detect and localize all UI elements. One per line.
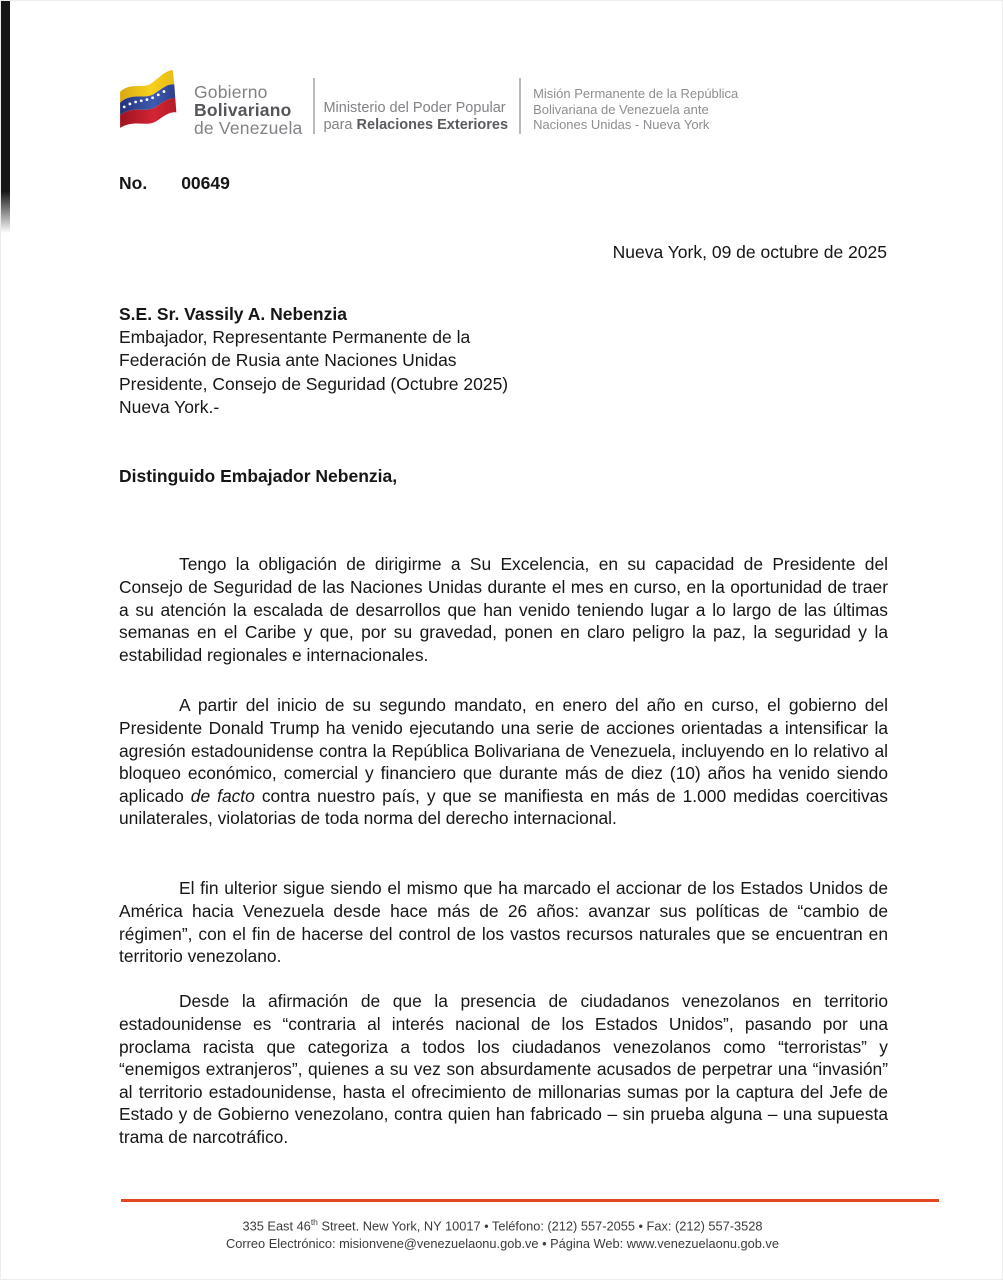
reference-number-value: 00649	[181, 173, 230, 193]
ministry-line-2: para Relaciones Exteriores	[323, 117, 509, 133]
footer-accent-rule	[121, 1199, 939, 1202]
venezuela-flag-logo	[117, 67, 181, 131]
brand-line-1: Gobierno	[194, 82, 268, 102]
footer-address-line: 335 East 46th Street. New York, NY 10017 • Teléfono: (212) 557-2055 • Fax: (212) 557-3528	[242, 1217, 763, 1234]
paragraph-2-italic: de facto	[190, 785, 255, 806]
salutation: Distinguido Embajador Nebenzia,	[119, 466, 398, 486]
letterhead	[117, 67, 738, 137]
reference-number	[119, 173, 230, 194]
scan-edge-artifact	[1, 1, 10, 233]
footer-email-web-line: Correo Electrónico: misionvene@venezuelaonu.gob.ve • Página Web: www.venezuelaonu.gob.ve	[226, 1236, 779, 1252]
paragraph-2-before: A partir del inicio de su segundo mandato, en enero del año en curso, el gobierno del Presidente Donald Trump ha venido ejecutando una serie de acciones orientadas a intensificar la agresión estadounidense contra la República Bolivariana de Venezuela, incluyendo en lo relativo al bloqueo económico, comercial y financiero que durante más de diez (10) años ha venido siendo aplicado	[119, 695, 888, 806]
mission-line-2: Bolivariana de Venezuela ante	[533, 101, 709, 117]
mission-line-3: Naciones Unidas - Nueva York	[533, 117, 710, 132]
mission-line-1: Misión Permanente de la República	[533, 86, 739, 101]
paragraph-4: Desde la afirmación de que la presencia de ciudadanos venezolanos en territorio estadounidense es “contraria al interés nacional de los Estados Unidos”, pasando por una proclama racista que categoriza a todos los ciudadanos venezolanos como “terroristas” y “enemigos extranjeros”, quienes a su vez son absurdamente acusados de perpetrar una “invasión” al territorio estadounidense, hasta el ofrecimiento de millonarias sumas por la captura del Jefe de Estado y de Gobierno venezolano, contra quien han fabricado – sin prueba alguna – una supuesta trama de narcotráfico.	[119, 991, 888, 1147]
mission-block	[533, 86, 738, 133]
recipient-title-2: Federación de Rusia ante Naciones Unidas	[119, 350, 457, 371]
recipient-block	[119, 303, 508, 419]
dateline: Nueva York, 09 de octubre de 2025	[612, 242, 887, 262]
brand-line-3: de Venezuela	[194, 118, 303, 138]
recipient-title-1: Embajador, Representante Permanente de la	[119, 327, 471, 348]
paragraph-1: Tengo la obligación de dirigirme a Su Excelencia, en su capacidad de Presidente del Consejo de Seguridad de las Naciones Unidas durante el mes en curso, en la oportunidad de traer a su atención la escalada de desarrollos que han venido teniendo lugar a lo largo de las últimas semanas en el Caribe y que, por su gravedad, ponen en claro peligro la paz, la seguridad y la estabilidad regionales e internacionales.	[119, 554, 888, 665]
recipient-city: Nueva York.-	[119, 396, 220, 417]
recipient-title-3: Presidente, Consejo de Seguridad (Octubre 2025)	[119, 373, 509, 394]
paragraph-2	[119, 694, 888, 830]
header-divider-1	[313, 78, 315, 134]
paragraph-2-after: contra nuestro país, y que se manifiesta en más de 1.000 medidas coercitivas unilaterales, violatorias de toda norma del derecho internacional.	[119, 785, 888, 829]
ministry-line-1: Ministerio del Poder Popular	[323, 100, 506, 116]
header-divider-2	[519, 78, 521, 134]
brand-gobierno-bolivariano	[194, 83, 302, 137]
brand-line-2: Bolivariano	[194, 100, 292, 120]
reference-number-label: No.	[119, 173, 148, 193]
recipient-name: S.E. Sr. Vassily A. Nebenzia	[119, 304, 347, 324]
footer-contact	[1, 1213, 1003, 1253]
paragraph-3: El fin ulterior sigue siendo el mismo que ha marcado el accionar de los Estados Unidos de América hacia Venezuela desde hace más de 26 años: avanzar sus políticas de “cambio de régimen”, con el fin de hacerse del control de los vastos recursos naturales que se encuentran en territorio venezolano.	[119, 878, 888, 967]
ministry-block	[323, 100, 508, 134]
